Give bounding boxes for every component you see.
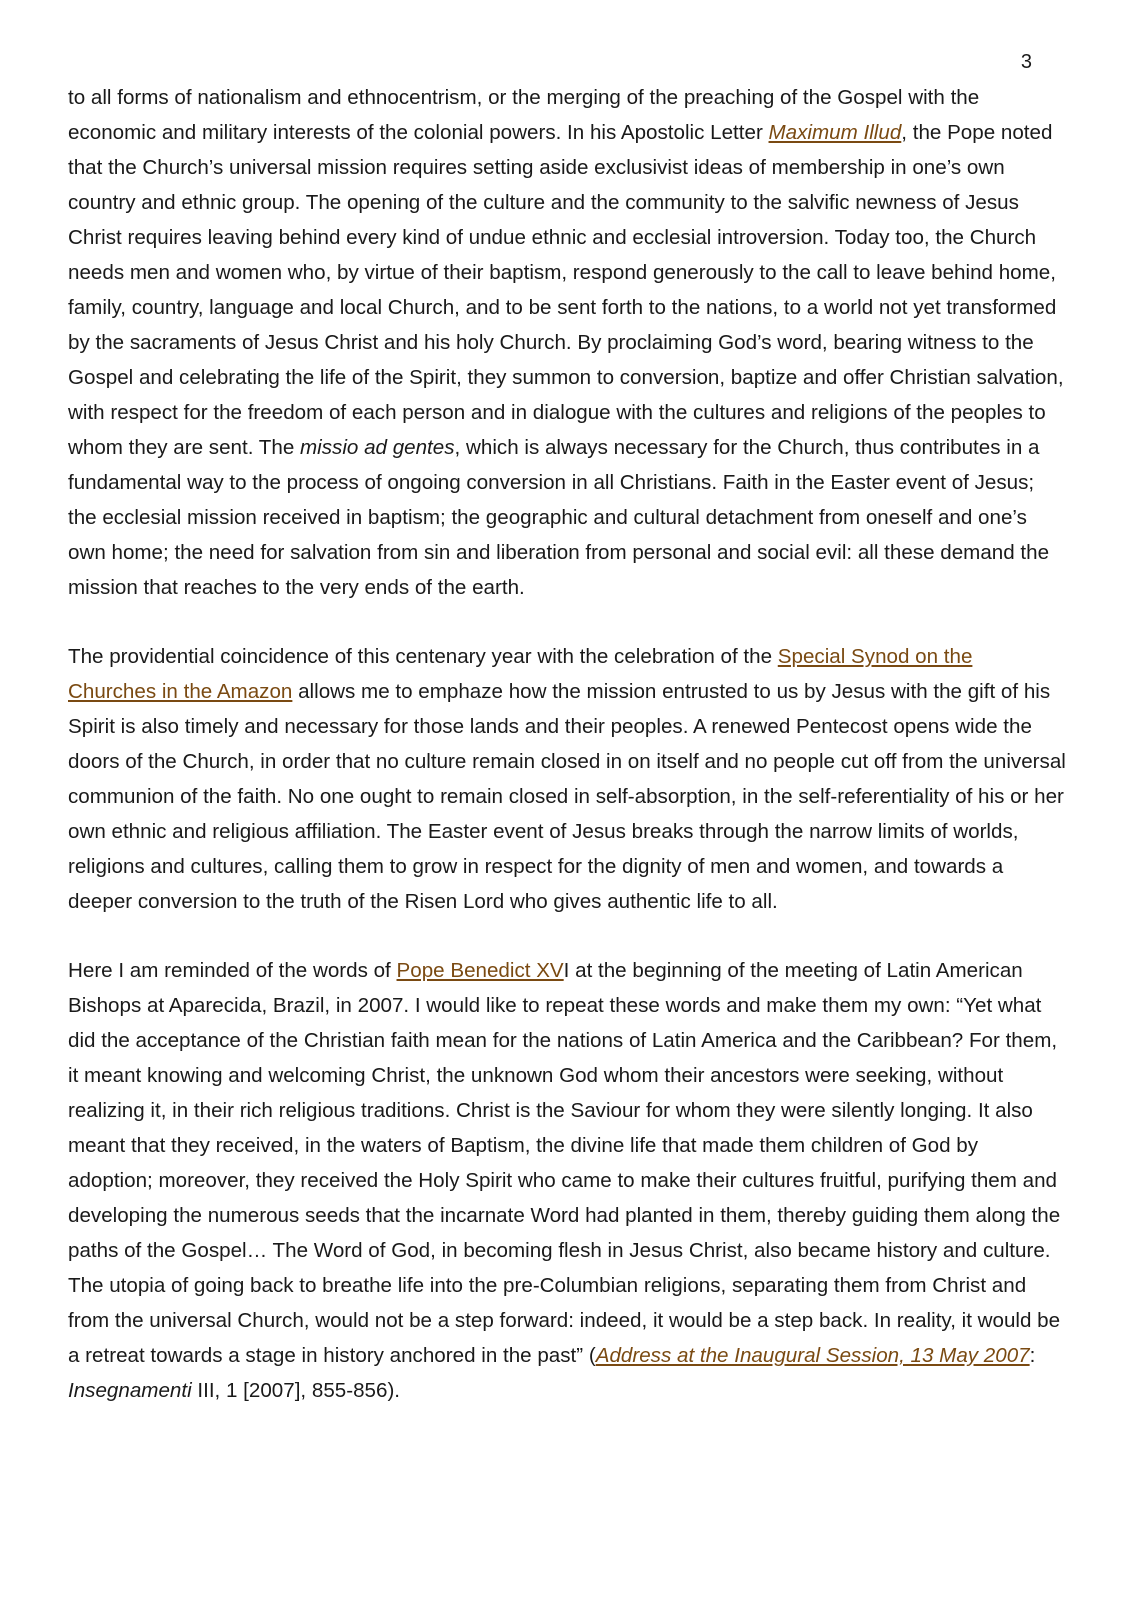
- link-maximum-illud[interactable]: Maximum Illud: [768, 121, 902, 144]
- document-body: [68, 80, 1066, 1442]
- link-special-synod-amazon[interactable]: Special Synod on the Churches in the Amazon: [68, 645, 973, 703]
- paragraph-3: [68, 953, 1066, 1408]
- paragraph-3-text-3: :: [1029, 1344, 1036, 1367]
- paragraph-1-text-3: , which is always necessary for the Church, thus contributes in a fundamental way to the process of ongoing conversion in all Christians. Faith in the Easter event of Jesus; the ecclesial mission received in baptism; the geographic and cultural detachment from oneself and one’s own home; the need for salvation from sin and liberation from personal and social evil: all these demand the mission that reaches to the very ends of the earth.: [68, 436, 1050, 599]
- paragraph-2-text-1: The providential coincidence of this centenary year with the celebration of the: [68, 645, 778, 668]
- paragraph-1: [68, 80, 1066, 605]
- missio-ad-gentes-italic: missio ad gentes: [300, 436, 455, 459]
- paragraph-2-text-2: allows me to emphaze how the mission entrusted to us by Jesus with the gift of his Spirit is also timely and necessary for those lands and their peoples. A renewed Pentecost opens wide the doors of the Church, in order that no culture remain closed in on itself and no people cut off from the universal communion of the faith. No one ought to remain closed in self-absorption, in the self-referentiality of his or her own ethnic and religious affiliation. The Easter event of Jesus breaks through the narrow limits of worlds, religions and cultures, calling them to grow in respect for the dignity of men and women, and towards a deeper conversion to the truth of the Risen Lord who gives authentic life to all.: [68, 680, 1066, 913]
- paragraph-3-text-1: Here I am reminded of the words of: [68, 959, 397, 982]
- paragraph-1-text-2: , the Pope noted that the Church’s universal mission requires setting aside exclusivist ideas of membership in one’s own country and ethnic group. The opening of the culture and the community to the salvific newness of Jesus Christ requires leaving behind every kind of undue ethnic and ecclesial introversion. Today too, the Church needs men and women who, by virtue of their baptism, respond generously to the call to leave behind home, family, country, language and local Church, and to be sent forth to the nations, to a world not yet transformed by the sacraments of Jesus Christ and his holy Church. By proclaiming God’s word, bearing witness to the Gospel and celebrating the life of the Spirit, they summon to conversion, baptize and offer Christian salvation, with respect for the freedom of each person and in dialogue with the cultures and religions of the peoples to whom they are sent. The: [68, 121, 1064, 459]
- paragraph-3-text-2: I at the beginning of the meeting of Latin American Bishops at Aparecida, Brazil, in 2007. I would like to repeat these words and make them my own: “Yet what did the acceptance of the Christian faith mean for the nations of Latin America and the Caribbean? For them, it meant knowing and welcoming Christ, the unknown God whom their ancestors were seeking, without realizing it, in their rich religious traditions. Christ is the Saviour for whom they were silently longing. It also meant that they received, in the waters of Baptism, the divine life that made them children of God by adoption; moreover, they received the Holy Spirit who came to make their cultures fruitful, purifying them and developing the numerous seeds that the incarnate Word had planted in them, thereby guiding them along the paths of the Gospel… The Word of God, in becoming flesh in Jesus Christ, also became history and culture. The utopia of going back to breathe life into the pre-Columbian religions, separating them from Christ and from the universal Church, would not be a step forward: indeed, it would be a step back. In reality, it would be a retreat towards a stage in history anchored in the past” (: [68, 959, 1061, 1367]
- page-number: 3: [1020, 51, 1032, 73]
- insegnamenti-italic: Insegnamenti: [68, 1379, 192, 1402]
- link-pope-benedict[interactable]: Pope Benedict XV: [396, 959, 564, 982]
- link-address-inaugural-session[interactable]: Address at the Inaugural Session, 13 May 2007: [595, 1344, 1030, 1367]
- paragraph-1-text-1: to all forms of nationalism and ethnocentrism, or the merging of the preaching of the Gospel with the economic and military interests of the colonial powers. In his Apostolic Letter: [68, 86, 980, 144]
- paragraph-2: [68, 639, 1066, 919]
- paragraph-3-text-4: III, 1 [2007], 855-856).: [191, 1379, 401, 1402]
